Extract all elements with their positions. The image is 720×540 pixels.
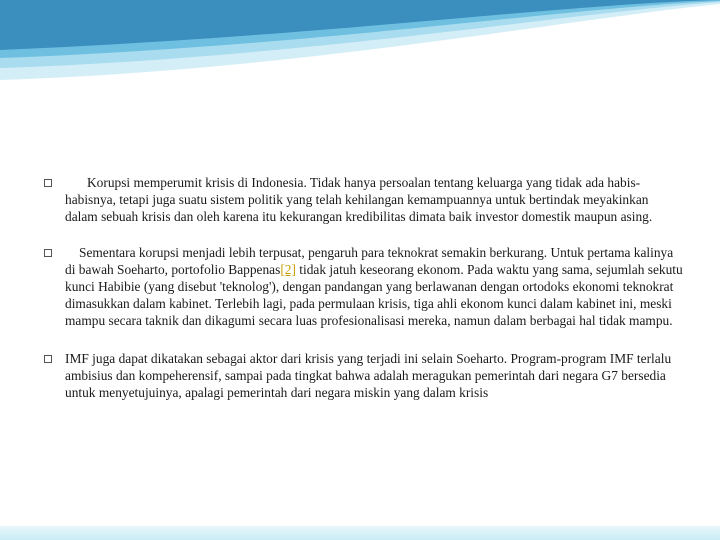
- paragraph-corruption: [44, 175, 684, 225]
- paragraph-text: tidak jatuh keseorang ekonom. Pada waktu yang sama, sejumlah sekutu kunci Habibie (yang disebut 'teknolog'), dengan pandangan yang berlawanan dengan ortodoks ekonomi teknokrat dimasukkan dalam kabinet. Terlebih lagi, pada permulaan krisis, tiga ahli ekonom kunci dalam kabinet ini, meski mampu secara taknik dan dikagumi secara luas profesionalisasi mereka, namun dalam berbagai hal tidak mampu.: [65, 262, 683, 328]
- slide-content: [44, 175, 684, 422]
- paragraph-imf: [44, 351, 684, 401]
- paragraph-technocrats: [44, 245, 684, 329]
- square-outline-icon: [44, 179, 52, 187]
- top-wave-decoration: [0, 0, 720, 90]
- square-outline-icon: [44, 355, 52, 363]
- paragraph-text: IMF juga dapat dikatakan sebagai aktor dari krisis yang terjadi ini selain Soeharto. Program-program IMF terlalu ambisius dan kompeherensif, sampai pada tingkat bahwa adalah meragukan pemerintah dari negara G7 bersedia untuk menyetujuinya, apalagi pemerintah dari negara miskin yang dalam krisis: [65, 351, 672, 400]
- bottom-band-decoration: [0, 526, 720, 540]
- paragraph-text: Korupsi memperumit krisis di Indonesia. Tidak hanya persoalan tentang keluarga yang tidak ada habis-habisnya, tetapi juga suatu sistem politik yang telah kehilangan kemampuannya untuk bertindak meyakinkan dalam sebuah krisis dan oleh karena itu kekurangan kredibilitas dimata baik investor domestik maupun asing.: [65, 175, 653, 224]
- paragraph-text: Sementara korupsi menjadi lebih terpusat, pengaruh para teknokrat semakin berkurang. Untuk pertama kalinya di bawah Soeharto, portofolio Bappenas: [65, 245, 674, 278]
- square-outline-icon: [44, 249, 52, 257]
- footnote-link[interactable]: [2]: [280, 262, 296, 278]
